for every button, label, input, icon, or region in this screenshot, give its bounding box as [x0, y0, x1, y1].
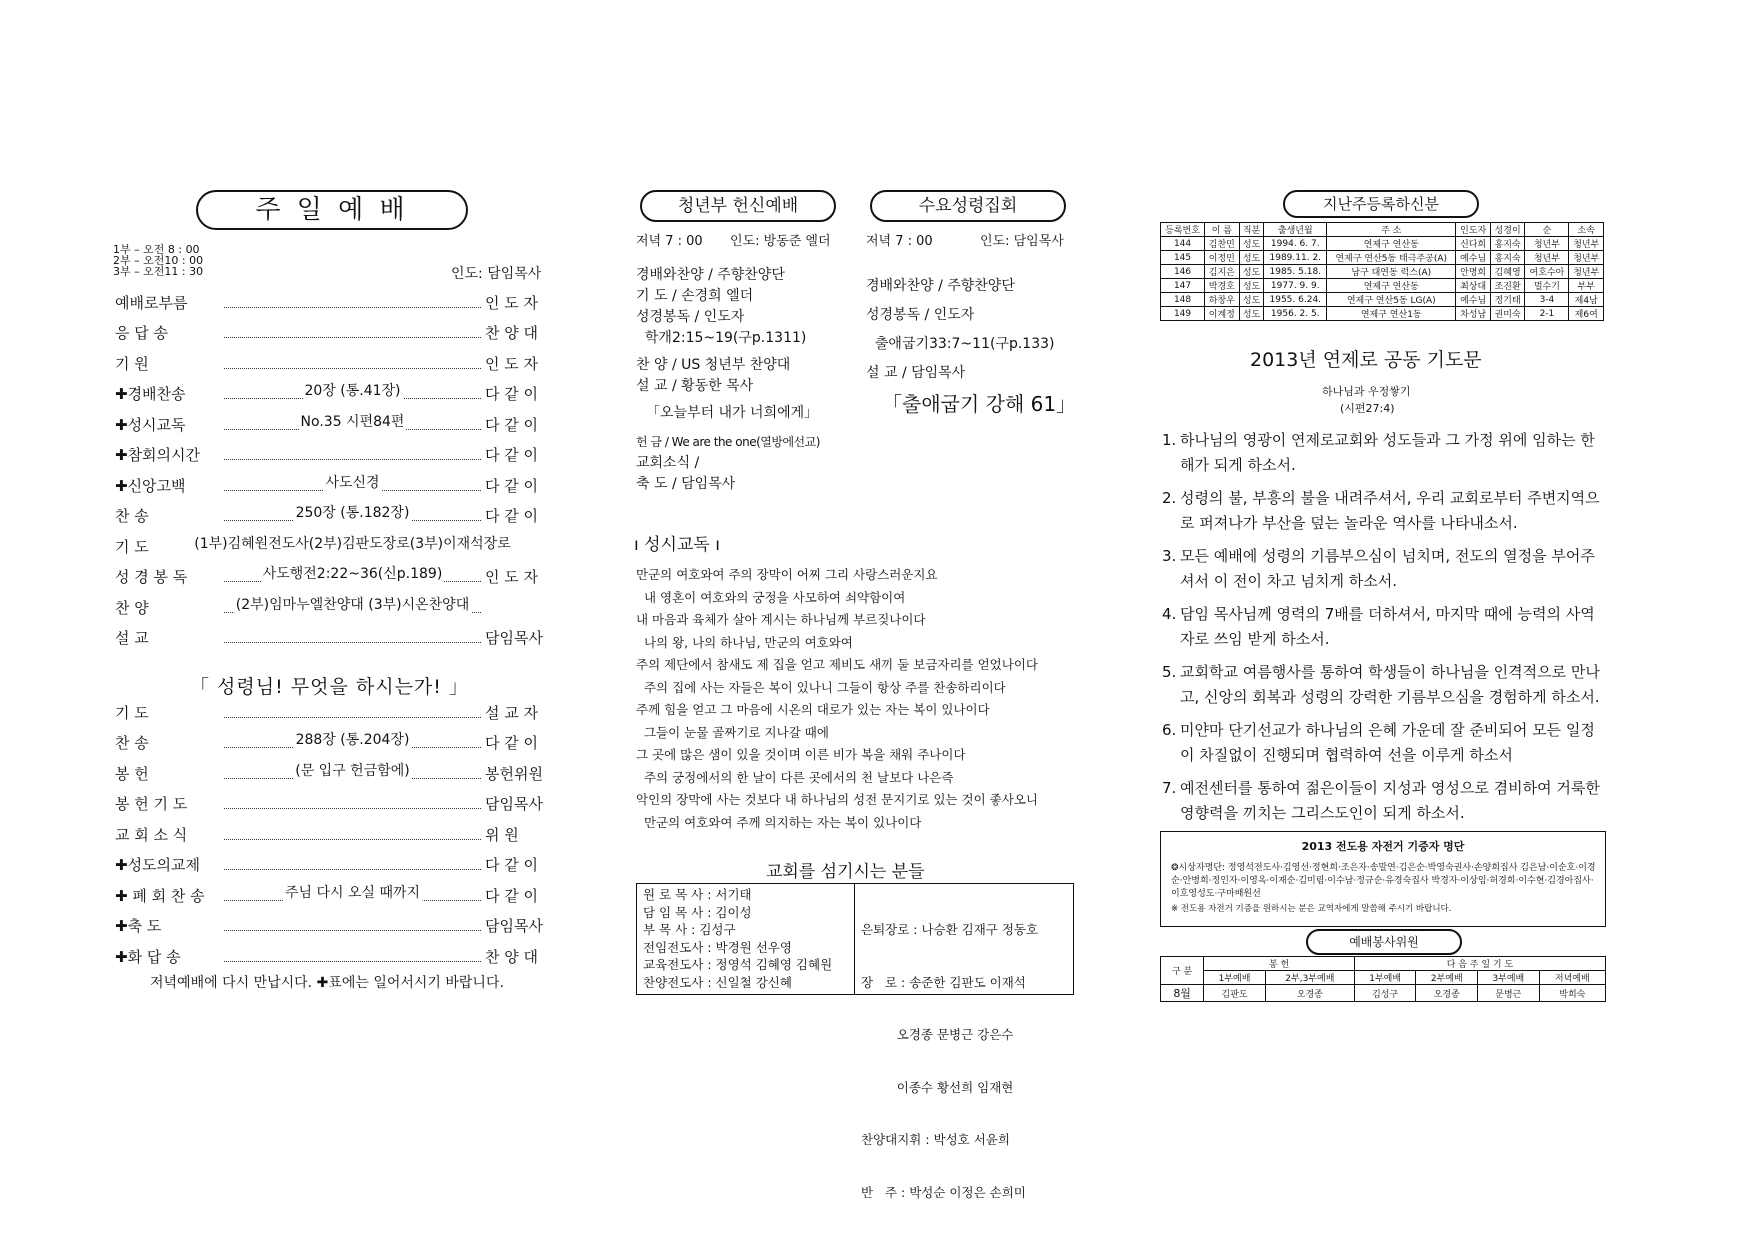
order-detail: No.35 시편84편 — [299, 411, 407, 431]
prayer-text: 모든 예배에 성령의 기름부으심이 넘치며, 전도의 열정을 부어주셔서 이 전이 차고 넘치게 하소서. — [1180, 547, 1595, 590]
psalm-line: 만군의 여호와여 주의 장막이 어찌 그리 사랑스러운지요 — [636, 567, 938, 582]
prayer-subtitle: 하나님과 우정쌓기 — [1322, 385, 1411, 398]
wednesday-line: 출애굽기33:7~11(구p.133) — [866, 336, 1055, 352]
order-person: 담임목사 — [485, 917, 543, 935]
prayer-number: 1. — [1162, 431, 1177, 449]
registrants-header-cell: 인도자 — [1456, 223, 1490, 237]
registrant-cell: 홍지숙 — [1490, 237, 1524, 251]
servant-line: 담 임 목 사 : 김이성 — [643, 904, 752, 920]
servants-left — [643, 886, 832, 991]
registrant-cell: 이정민 — [1205, 251, 1239, 265]
prayer-text: 담임 목사님께 영력의 7배를 더하셔서, 마지막 때에 능력의 사역자로 쓰임 받게 하소서. — [1180, 605, 1595, 648]
registrant-cell: 2-1 — [1525, 307, 1569, 321]
order-row — [115, 822, 555, 846]
registrant-cell: 김혜영 — [1490, 265, 1524, 279]
psalm-line: 주의 궁정에서의 한 날이 다른 곳에서의 천 날보다 나은즉 — [636, 769, 954, 785]
order-detail: (2부)임마누엘찬양대 (3부)시온찬양대 — [234, 594, 471, 614]
leader-dots — [224, 798, 481, 809]
leader-dots — [224, 449, 481, 460]
order-person: 다 같 이 — [485, 886, 539, 905]
order-label: 설 교 — [115, 629, 149, 647]
order-label: 성 경 봉 독 — [115, 568, 188, 586]
prayer-number: 4. — [1162, 605, 1177, 623]
youth-line: 설 교 / 황동한 목사 — [636, 378, 754, 394]
servant-line: 장 로 : 송준한 김판도 이재석 — [861, 974, 1026, 990]
leader-dots — [224, 951, 481, 962]
registrant-cell: 148 — [1161, 293, 1205, 307]
donors-title: 2013 전도용 자전거 기증자 명단 — [1301, 840, 1465, 853]
youth-line: 기 도 / 손경희 엘더 — [636, 288, 754, 304]
registrant-cell: 146 — [1161, 265, 1205, 279]
registrants-table — [1160, 222, 1604, 321]
registrant-row — [1161, 293, 1604, 307]
order-label: 봉 헌 기 도 — [115, 795, 188, 813]
youth-sermon-title: 「오늘부터 내가 너희에게」 — [646, 405, 819, 421]
wednesday-line: 경배와찬양 / 주향찬양단 — [866, 278, 1015, 294]
order-label: 기 도 — [115, 537, 149, 556]
registrant-cell: 권미숙 — [1490, 307, 1524, 321]
prayer-text: 교회학교 여름행사를 통하여 학생들이 하나님을 인격적으로 만나고, 신앙의 회복과 성령의 강력한 기름부으심을 경험하게 하소서. — [1180, 663, 1600, 706]
roster-value: 오경종 — [1416, 985, 1478, 1002]
order-label: 찬 송 — [115, 507, 149, 525]
roster-subheader: 2부,3부예배 — [1265, 971, 1354, 985]
leader-dots — [224, 474, 481, 491]
sunday-title-pill — [196, 190, 468, 230]
registrant-cell: 남구 대연동 럭스(A) — [1327, 265, 1456, 279]
order-person: 담임목사 — [485, 629, 543, 647]
roster-subheader: 저녁예배 — [1539, 971, 1605, 985]
roster-subheader: 1부예배 — [1204, 971, 1266, 985]
order-row — [115, 382, 555, 406]
order-label: ✚화 답 송 — [115, 947, 181, 966]
roster-table — [1160, 956, 1606, 1002]
registrant-row — [1161, 237, 1604, 251]
order-row — [115, 761, 555, 785]
registrant-cell: 정기태 — [1490, 293, 1524, 307]
registrants-header-cell: 이 름 — [1205, 223, 1239, 237]
roster-value: 오경종 — [1265, 985, 1354, 1002]
registrant-cell: 조진환 — [1490, 279, 1524, 293]
prayer-text: 예전센터를 통하여 젊은이들이 지성과 영성으로 겸비하여 거룩한 영향력을 끼치는 그리스도인이 되게 하소서. — [1180, 779, 1600, 822]
wednesday-title: 수요성령집회 — [918, 196, 1018, 216]
registrants-header-row — [1161, 223, 1604, 237]
registrant-cell: 147 — [1161, 279, 1205, 293]
registrant-cell: 성도 — [1239, 265, 1264, 279]
order-label: 기 도 — [115, 703, 149, 722]
order-row — [115, 626, 555, 650]
registrant-row — [1161, 265, 1604, 279]
psalm-line: 내 영혼이 여호와의 궁정을 사모하여 쇠약함이여 — [636, 589, 906, 605]
leader-dots — [224, 327, 481, 338]
youth-line: 축 도 / 담임목사 — [636, 476, 736, 492]
order-person: 인 도 자 — [485, 354, 539, 373]
order-person: 위 원 — [485, 825, 519, 844]
registrant-cell: 제6여 — [1569, 307, 1604, 321]
psalm-line: 만군의 여호와여 주께 의지하는 자는 복이 있나이다 — [636, 814, 922, 830]
order-person: 담임목사 — [485, 795, 543, 813]
prayer-reference: (시편27:4) — [1340, 402, 1395, 415]
order-detail: 사도행전2:22~36(신p.189) — [261, 563, 445, 583]
time-2: 2부 – 오전10 : 00 — [113, 254, 204, 267]
order-label: ✚ 폐 회 찬 송 — [115, 886, 205, 905]
servants-box — [636, 883, 1074, 1200]
wednesday-time: 저녁 7 : 00 — [866, 234, 933, 249]
servant-line: 이종수 황선희 임재현 — [861, 1079, 1014, 1095]
prayer-item — [1162, 602, 1607, 652]
leader-dots — [224, 884, 481, 901]
wednesday-title-pill — [870, 190, 1066, 222]
registrant-cell: 성도 — [1239, 251, 1264, 265]
order-row — [115, 914, 555, 938]
order-person: 찬 양 대 — [485, 324, 539, 342]
registrant-cell: 1989.11. 2. — [1264, 251, 1327, 265]
leader-dots — [224, 596, 481, 613]
registrant-cell: 멀수기 — [1525, 279, 1569, 293]
registrant-cell: 청년부 — [1569, 251, 1604, 265]
prayer-number: 2. — [1162, 489, 1177, 507]
servant-line: 찬양전도사 : 신일철 강신혜 — [643, 974, 792, 990]
roster-value: 김판도 — [1204, 985, 1266, 1002]
order-person: 다 같 이 — [485, 415, 539, 434]
sunday-sermon-title: 「 성령님! 무엇을 하시는가! 」 — [190, 676, 469, 698]
servant-line: 전임전도사 : 박경원 선우영 — [643, 939, 792, 955]
registrant-cell: 성도 — [1239, 237, 1264, 251]
order-person: 인 도 자 — [485, 293, 539, 312]
servant-line: 오경종 문병근 강은수 — [861, 1027, 1014, 1042]
servant-line: 찬양대지휘 : 박성호 서윤희 — [861, 1132, 1010, 1147]
registrant-cell: 최상대 — [1456, 279, 1490, 293]
registrant-cell: 성도 — [1239, 279, 1264, 293]
order-row — [115, 853, 555, 877]
leader-dots — [224, 566, 481, 582]
psalm-line: 그들이 눈물 골짜기로 지나갈 때에 — [636, 724, 829, 740]
prayer-number: 5. — [1162, 663, 1177, 681]
roster-subheader: 3부예배 — [1478, 971, 1540, 985]
psalm-line: 악인의 장막에 사는 것보다 내 하나님의 성전 문지기로 있는 것이 좋사오니 — [636, 792, 1038, 807]
registrant-cell: 김찬민 — [1205, 237, 1239, 251]
order-person: 봉헌위원 — [485, 764, 543, 783]
order-detail: 20장 (통.41장) — [302, 380, 402, 400]
registrants-header-cell: 출생년월 — [1264, 223, 1327, 237]
prayer-number: 3. — [1162, 547, 1177, 565]
leader-dots — [224, 505, 481, 521]
prayer-text: 성령의 불, 부흥의 불을 내려주셔서, 우리 교회로부터 주변지역으로 퍼져나가 부산을 덮는 놀라운 역사를 나타내소서. — [1180, 489, 1600, 532]
servant-line: 교육전도사 : 정영석 김혜영 김혜원 — [643, 957, 833, 972]
order-detail: (1부)김혜원전도사(2부)김판도장로(3부)이재석장로 — [192, 533, 512, 553]
leader-dots — [224, 732, 481, 748]
prayer-item — [1162, 544, 1607, 594]
order-row — [115, 700, 555, 724]
order-row — [115, 565, 555, 589]
registrant-cell: 1985. 5.18. — [1264, 265, 1327, 279]
registrants-header-cell: 소속 — [1569, 223, 1604, 237]
youth-time: 저녁 7 : 00 — [636, 234, 703, 249]
roster-header-row — [1161, 957, 1606, 971]
order-person: 다 같 이 — [485, 385, 539, 403]
registrant-cell: 부부 — [1569, 279, 1604, 293]
registrant-row — [1161, 279, 1604, 293]
youth-line: 학개2:15~19(구p.1311) — [636, 330, 807, 346]
order-detail: 사도신경 — [323, 472, 381, 492]
leader-dots — [224, 358, 481, 369]
registrants-header-cell: 주 소 — [1327, 223, 1456, 237]
prayer-item — [1162, 660, 1607, 710]
roster-value: 박희숙 — [1539, 985, 1605, 1002]
prayer-text: 하나님의 영광이 연제로교회와 성도들과 그 가정 위에 임하는 한 해가 되게 하소서. — [1180, 431, 1595, 474]
order-person: 다 같 이 — [485, 856, 539, 874]
registrant-cell: 145 — [1161, 251, 1205, 265]
youth-title-pill — [640, 190, 836, 222]
leader-dots — [224, 829, 481, 840]
servant-line: 반 주 : 박성순 이정은 손희미 — [861, 1184, 1026, 1200]
order-label: 찬 양 — [115, 598, 149, 617]
wednesday-sermon-title: 「출애굽기 강해 61」 — [882, 392, 1077, 416]
registrant-cell: 연제구 연산5동 LG(A) — [1327, 293, 1456, 307]
wednesday-line: 성경봉독 / 인도자 — [866, 307, 975, 323]
roster-title: 예배봉사위원 — [1349, 935, 1419, 949]
registrant-cell: 144 — [1161, 237, 1205, 251]
order-row — [115, 731, 555, 755]
roster-col-label: 구 분 — [1161, 957, 1204, 985]
order-row — [115, 351, 555, 375]
wednesday-line: 설 교 / 담임목사 — [866, 365, 966, 381]
time-1: 1부 – 오전 8 : 00 — [113, 243, 200, 256]
youth-line: 찬 양 / US 청년부 찬양대 — [636, 357, 791, 373]
registrant-cell: 안명희 — [1456, 265, 1490, 279]
roster-subheader-row — [1161, 971, 1606, 985]
roster-value-row — [1161, 985, 1606, 1002]
servants-divider — [854, 884, 855, 994]
psalm-line: 주의 제단에서 참새도 제 집을 얻고 제비도 새끼 둘 보금자리를 얻었나이다 — [636, 657, 1038, 672]
prayer-number: 7. — [1162, 779, 1177, 797]
leader-dots — [224, 632, 481, 643]
registrant-cell: 연제구 연산1동 — [1327, 307, 1456, 321]
registrant-cell: 청년부 — [1569, 265, 1604, 279]
order-detail: 250장 (통.182장) — [294, 502, 412, 522]
psalm-line: 나의 왕, 나의 하나님, 만군의 여호와여 — [636, 634, 853, 650]
registrant-cell: 예수님 — [1456, 293, 1490, 307]
prayer-item — [1162, 486, 1607, 536]
roster-subheader: 2부예배 — [1416, 971, 1478, 985]
donors-note: ※ 전도용 자전거 기증을 원하시는 분은 교역자에게 말씀해 주시기 바랍니다. — [1171, 904, 1452, 914]
psalm-line: 주께 힘을 얻고 그 마음에 시온의 대로가 있는 자는 복이 있나이다 — [636, 702, 990, 717]
order-detail: (문 입구 헌금함에) — [293, 760, 412, 780]
order-label: 기 원 — [115, 354, 149, 373]
prayer-text: 미얀마 단기선교가 하나님의 은혜 가운데 잘 준비되어 모든 일정이 차질없이 진행되며 협력하여 선을 이루게 하소서 — [1180, 721, 1595, 764]
registrant-cell: 이계정 — [1205, 307, 1239, 321]
registrant-cell: 여호수아 — [1525, 265, 1569, 279]
order-detail: 주님 다시 오실 때까지 — [283, 882, 422, 902]
order-person: 찬 양 대 — [485, 947, 539, 966]
registrant-cell: 청년부 — [1525, 251, 1569, 265]
order-label: ✚참회의시간 — [115, 446, 201, 464]
wednesday-order — [866, 272, 1055, 388]
order-row — [115, 595, 555, 619]
psalm-line: 내 마음과 육체가 살아 계시는 하나님께 부르짖나이다 — [636, 612, 926, 627]
registrants-title: 지난주등록하신분 — [1323, 195, 1439, 213]
roster-group-prayer: 다 음 주 일 기 도 — [1354, 957, 1605, 971]
registrant-cell: 1977. 9. 9. — [1264, 279, 1327, 293]
registrants-title-pill — [1283, 190, 1479, 218]
order-person: 다 같 이 — [485, 446, 539, 464]
order-row — [115, 534, 555, 558]
order-person: 다 같 이 — [485, 734, 539, 752]
order-label: 찬 송 — [115, 734, 149, 752]
registrant-cell: 예수님 — [1456, 251, 1490, 265]
youth-line: 경배와찬양 / 주향찬양단 — [636, 267, 785, 283]
registrant-cell: 신다희 — [1456, 237, 1490, 251]
registrants-header-cell: 성경이 — [1490, 223, 1524, 237]
youth-leader: 인도: 방동준 엘더 — [730, 234, 831, 249]
order-label: 응 답 송 — [115, 324, 169, 342]
leader-dots — [194, 535, 511, 552]
order-label: ✚신앙고백 — [115, 476, 186, 495]
order-row — [115, 473, 555, 497]
order-row — [115, 290, 555, 314]
registrants-header-cell: 순 — [1525, 223, 1569, 237]
roster-title-pill — [1306, 929, 1462, 955]
order-label: ✚성도의교제 — [115, 856, 201, 874]
youth-line: 성경봉독 / 인도자 — [636, 309, 745, 325]
registrant-cell: 3-4 — [1525, 293, 1569, 307]
servant-line: 은퇴장로 : 나승환 김재구 정동호 — [861, 922, 1039, 937]
registrants-header-cell: 등록번호 — [1161, 223, 1205, 237]
leader-dots — [224, 920, 481, 931]
order-row — [115, 321, 555, 345]
registrant-cell: 1956. 2. 5. — [1264, 307, 1327, 321]
wednesday-leader: 인도: 담임목사 — [980, 234, 1064, 249]
youth-line: 교회소식 / — [636, 455, 700, 471]
servant-line: 원 로 목 사 : 서기태 — [643, 887, 752, 902]
order-label: 봉 헌 — [115, 764, 149, 783]
sunday-title: 주 일 예 배 — [255, 195, 409, 225]
registrant-cell: 제4남 — [1569, 293, 1604, 307]
donors-box — [1160, 831, 1606, 927]
sunday-leader: 인도: 담임목사 — [451, 266, 542, 282]
registrant-row — [1161, 251, 1604, 265]
registrant-cell: 149 — [1161, 307, 1205, 321]
prayer-item — [1162, 718, 1607, 768]
registrant-cell: 성도 — [1239, 293, 1264, 307]
roster-value: 문병근 — [1478, 985, 1540, 1002]
leader-dots — [224, 707, 481, 718]
order-person: 다 같 이 — [485, 476, 539, 495]
leader-dots — [224, 383, 481, 399]
youth-line: 헌 금 / We are the one(열방에선교) — [636, 435, 820, 449]
order-label: ✚경배찬송 — [115, 385, 186, 403]
registrant-cell: 박경호 — [1205, 279, 1239, 293]
order-row — [115, 944, 555, 968]
registrant-cell: 연제구 연산동 — [1327, 237, 1456, 251]
registrant-cell: 홍지숙 — [1490, 251, 1524, 265]
roster-value: 김성구 — [1354, 985, 1416, 1002]
order-person: 설 교 자 — [485, 703, 539, 722]
order-row — [115, 792, 555, 816]
prayer-title: 2013년 연제로 공동 기도문 — [1250, 349, 1482, 371]
leader-dots — [224, 297, 481, 308]
registrant-cell: 청년부 — [1569, 237, 1604, 251]
order-label: ✚축 도 — [115, 917, 162, 935]
sunday-footer: 저녁예배에 다시 만납시다. ✚표에는 일어서시기 바랍니다. — [150, 975, 504, 991]
order-label: 교 회 소 식 — [115, 825, 188, 844]
registrants-header-cell: 직분 — [1239, 223, 1264, 237]
roster-group-offering: 봉 헌 — [1204, 957, 1355, 971]
order-row — [115, 443, 555, 467]
psalm-line: 주의 집에 사는 자들은 복이 있나니 그들이 항상 주를 찬송하리이다 — [636, 679, 1006, 695]
registrant-row — [1161, 307, 1604, 321]
order-label: 예배로부름 — [115, 293, 188, 312]
servant-line: 부 목 사 : 김성구 — [643, 922, 736, 937]
youth-title: 청년부 헌신예배 — [677, 196, 799, 216]
order-row — [115, 883, 555, 907]
order-label: ✚성시교독 — [115, 415, 186, 434]
roster-month: 8월 — [1161, 985, 1204, 1002]
prayer-item — [1162, 776, 1607, 826]
donors-body: ❂시상자명단: 정영석전도사·김영선·정현희·조은자·송말연·김은순·박영숙권사·손양희집사 김은남·이순호·이경순·안병희·정인자·이영옥·이재순·김미림·이수남·정규순·유경숙집사 박경자·이상임·허경희·이수현·김경아집사·이호영성도·구마배원선 — [1171, 863, 1596, 899]
leader-dots — [224, 859, 481, 870]
servants-heading: 교회를 섬기시는 분들 — [766, 862, 925, 882]
leader-dots — [224, 762, 481, 779]
order-row — [115, 412, 555, 436]
registrant-cell: 성도 — [1239, 307, 1264, 321]
registrant-cell: 차성남 — [1456, 307, 1490, 321]
youth-order — [636, 265, 851, 495]
psalm-heading: ı 성시교독 ı — [634, 535, 720, 555]
leader-dots — [224, 413, 481, 430]
registrant-cell: 1955. 6.24. — [1264, 293, 1327, 307]
order-person: 인 도 자 — [485, 568, 539, 586]
registrant-cell: 김지은 — [1205, 265, 1239, 279]
order-person: 다 같 이 — [485, 507, 539, 525]
servants-right — [861, 886, 1038, 1236]
prayer-number: 6. — [1162, 721, 1177, 739]
order-detail: 288장 (통.204장) — [294, 729, 412, 749]
roster-subheader: 1부예배 — [1354, 971, 1416, 985]
registrant-cell: 1994. 6. 7. — [1264, 237, 1327, 251]
registrant-cell: 청년부 — [1525, 237, 1569, 251]
sunday-times — [113, 244, 203, 277]
psalm-line: 그 곳에 많은 샘이 있을 것이며 이른 비가 복을 채워 주나이다 — [636, 747, 966, 762]
time-3: 3부 – 오전11 : 30 — [113, 265, 204, 278]
order-row — [115, 504, 555, 528]
prayer-item — [1162, 428, 1607, 478]
registrant-cell: 연제구 연산동 — [1327, 279, 1456, 293]
registrant-cell: 하창우 — [1205, 293, 1239, 307]
registrant-cell: 연제구 연산5동 태극주공(A) — [1327, 251, 1456, 265]
